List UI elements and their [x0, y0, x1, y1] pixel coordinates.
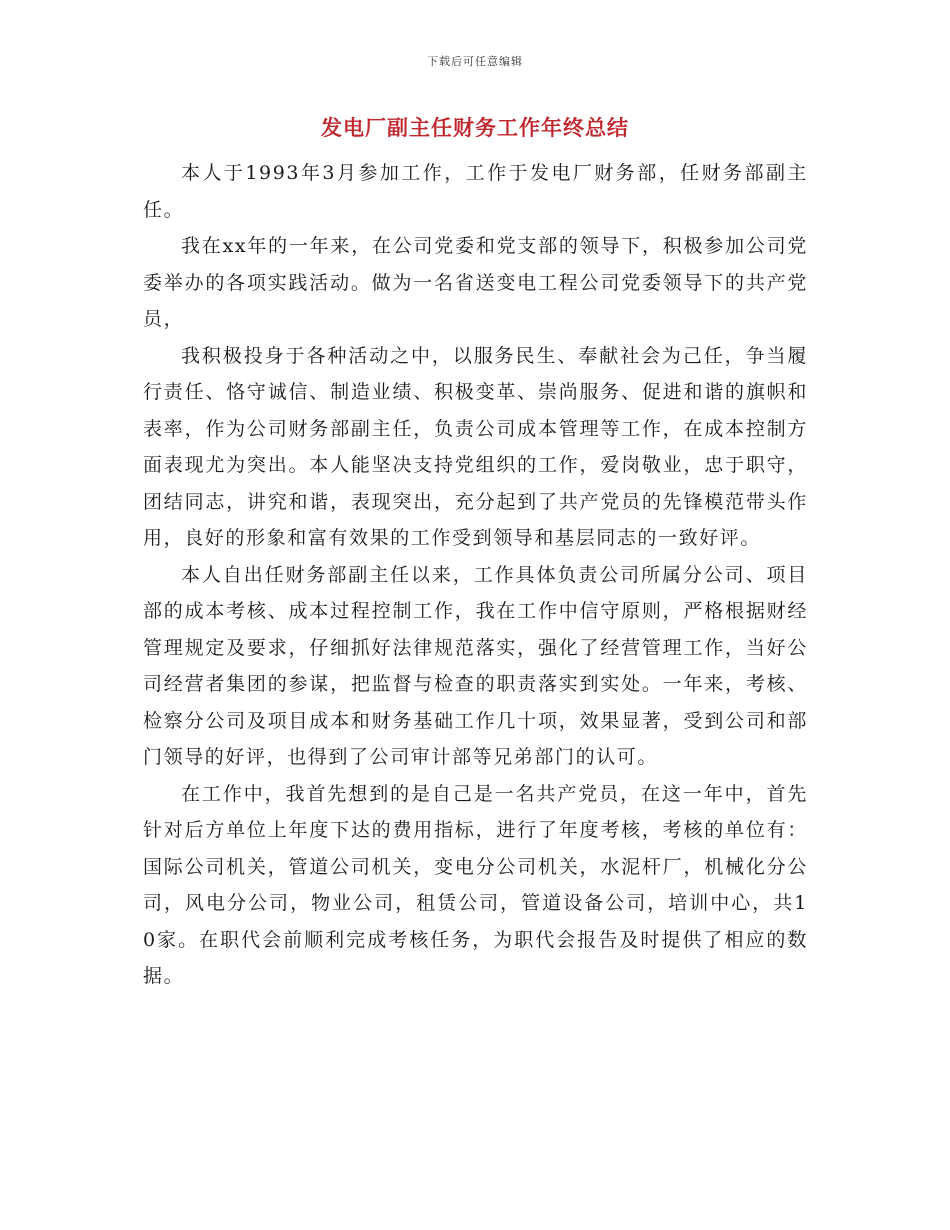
paragraph: 我在xx年的一年来，在公司党委和党支部的领导下，积极参加公司党委举办的各项实践活动。做为一名省送变电工程公司党委领导下的共产党员，	[143, 235, 808, 330]
document-title: 发电厂副主任财务工作年终总结	[321, 116, 629, 140]
paragraph: 本人自出任财务部副主任以来，工作具体负责公司所属分公司、项目部的成本考核、成本过程控制工作，我在工作中信守原则，严格根据财经管理规定及要求，仔细抓好法律规范落实，强化了经营管理工作，当好公司经营者集团的参谋，把监督与检查的职责落实到实处。一年来，考核、检察分公司及项目成本和财务基础工作几十项，效果显著，受到公司和部门领导的好评，也得到了公司审计部等兄弟部门的认可。	[143, 563, 808, 768]
header-note: 下载后可任意编辑	[427, 55, 523, 68]
paragraph: 在工作中，我首先想到的是自己是一名共产党员，在这一年中，首先针对后方单位上年度下达的费用指标，进行了年度考核，考核的单位有：国际公司机关，管道公司机关，变电分公司机关，水泥杆厂，机械化分公司，风电分公司，物业公司，租赁公司，管道设备公司，培训中心，共10家。在职代会前顺利完成考核任务，为职代会报告及时提供了相应的数据。	[143, 782, 808, 987]
paragraph: 我积极投身于各种活动之中，以服务民生、奉献社会为己任，争当履行责任、恪守诚信、制造业绩、积极变革、崇尚服务、促进和谐的旗帜和表率，作为公司财务部副主任，负责公司成本管理等工作，在成本控制方面表现尤为突出。本人能坚决支持党组织的工作，爱岗敬业，忠于职守，团结同志，讲究和谐，表现突出，充分起到了共产党员的先锋模范带头作用，良好的形象和富有效果的工作受到领导和基层同志的一致好评。	[143, 344, 808, 549]
paragraph: 本人于1993年3月参加工作，工作于发电厂财务部，任财务部副主任。	[143, 162, 808, 221]
document-body	[143, 155, 808, 995]
